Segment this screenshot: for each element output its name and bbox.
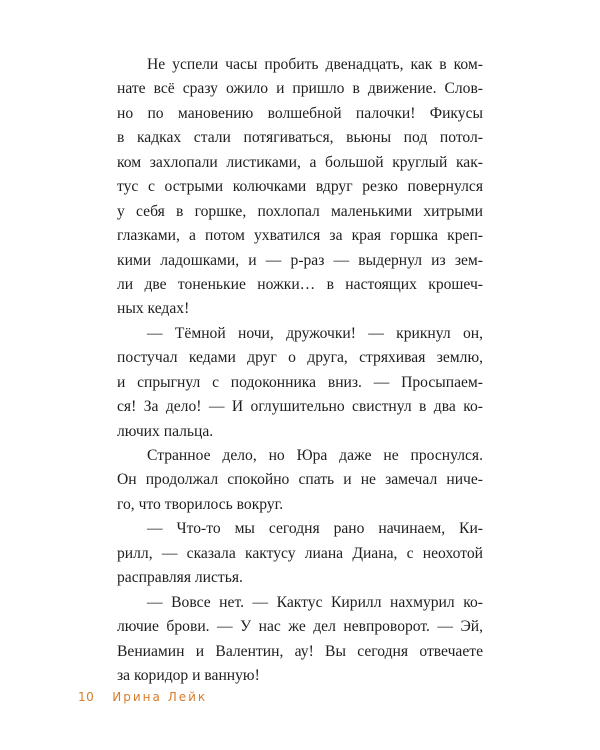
text-line: тус с острыми колючками вдруг резко повернулся [117, 178, 483, 196]
text-line: рилл, — сказала кактусу лиана Диана, с неохотой [117, 544, 483, 562]
text-line: ком захлопали листиками, а большой круглый как- [117, 153, 483, 171]
text-line: глазками, а потом ухватился за края горшка креп- [117, 227, 483, 245]
text-line: у себя в горшке, похлопал маленькими хитрыми [117, 202, 483, 220]
author-name: Ирина Лейк [112, 690, 208, 704]
text-line: но по мановению волшебной палочки! Фикусы [117, 104, 483, 122]
text-line: в кадках стали потягиваться, вьюны под потол- [117, 129, 483, 147]
text-line: кими ладошками, и — р-раз — выдернул из зем- [117, 251, 483, 269]
text-line: ных кедах! [117, 300, 190, 318]
text-line: ли две тоненькие ножки… в настоящих крошеч- [117, 275, 483, 293]
text-line: нате всё сразу ожило и пришло в движение. Слов- [117, 80, 483, 98]
page-text [117, 53, 483, 688]
text-line: и спрыгнул с подоконника вниз. — Просыпаем- [117, 373, 483, 391]
text-line: расправляя листья. [117, 569, 243, 587]
text-line: Странное дело, но Юра даже не проснулся. [147, 447, 483, 464]
text-line: за коридор и ванную! [117, 666, 260, 684]
page-number: 10 [78, 690, 95, 704]
text-line: — Тёмной ночи, дружочки! — крикнул он, [147, 324, 483, 342]
text-line: го, что творилось вокруг. [117, 495, 284, 513]
text-line: Он продолжал спокойно спать и не замечал ниче- [117, 471, 483, 489]
text-line: лючие брови. — У нас же дел невпроворот. — Эй, [117, 618, 483, 636]
text-line: Не успели часы пробить двенадцать, как в ком- [147, 56, 483, 73]
page-footer [78, 690, 207, 704]
text-line: — Что-то мы сегодня рано начинаем, Ки- [147, 520, 483, 538]
text-line: постучал кедами друг о друга, стряхивая землю, [117, 349, 483, 367]
text-line: лючих пальца. [117, 422, 214, 440]
text-line: Вениамин и Валентин, ау! Вы сегодня отвечаете [117, 642, 483, 660]
text-line: ся! За дело! — И оглушительно свистнул в два ко- [117, 398, 483, 416]
text-line: — Вовсе нет. — Кактус Кирилл нахмурил ко- [147, 593, 483, 611]
